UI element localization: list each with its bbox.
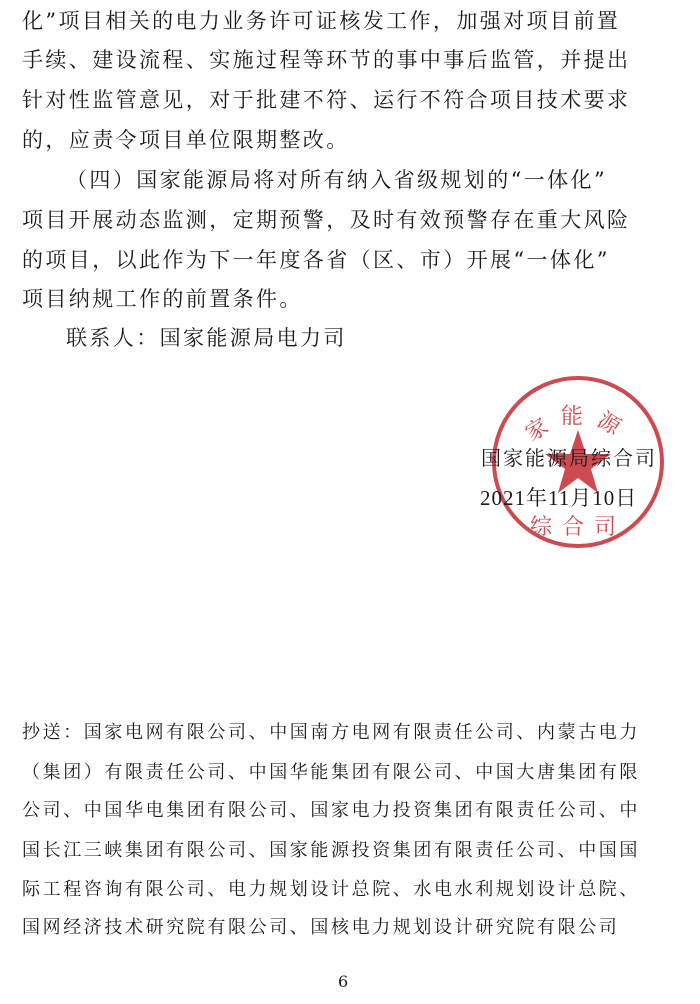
cc-line: 际工程咨询有限公司、电力规划设计总院、水电水利规划设计总院、 <box>22 879 640 900</box>
cc-line: （集团）有限责任公司、中国华能集团有限公司、中国大唐集团有限 <box>22 762 640 783</box>
body-line: 的项目，以此作为下一年度各省（区、市）开展“一体化” <box>22 248 610 272</box>
seal-text-bottom: 综合司 <box>529 515 627 540</box>
page-number: 6 <box>338 972 349 991</box>
body-line: 项目开展动态监测，定期预警，及时有效预警存在重大风险 <box>22 208 631 232</box>
body-line: 手续、建设流程、实施过程等环节的事中事后监管，并提出 <box>22 48 631 72</box>
body-line: （四）国家能源局将对所有纳入省级规划的“一体化” <box>66 168 608 192</box>
signature-date: 2021年11月10日 <box>480 486 638 510</box>
cc-line: 抄送：国家电网有限公司、中国南方电网有限责任公司、内蒙古电力 <box>22 722 640 743</box>
body-line: 项目纳规工作的前置条件。 <box>22 287 303 311</box>
body-line: 针对性监管意见，对于批建不符、运行不符合项目技术要求 <box>22 88 631 112</box>
cc-line: 公司、中国华电集团有限公司、国家电力投资集团有限责任公司、中 <box>22 800 640 821</box>
cc-line: 国长江三峡集团有限公司、国家能源投资集团有限责任公司、中国国 <box>22 840 640 861</box>
signature-org: 国家能源局综合司 <box>481 446 657 470</box>
cc-line: 国网经济技术研究院有限公司、国核电力规划设计研究院有限公司 <box>22 917 620 938</box>
contact-line: 联系人：国家能源局电力司 <box>66 326 347 350</box>
body-line: 化”项目相关的电力业务许可证核发工作，加强对项目前置 <box>22 9 621 33</box>
body-line: 的，应责令项目单位限期整改。 <box>22 128 350 152</box>
seal-text-top: 家能源 <box>521 404 635 447</box>
